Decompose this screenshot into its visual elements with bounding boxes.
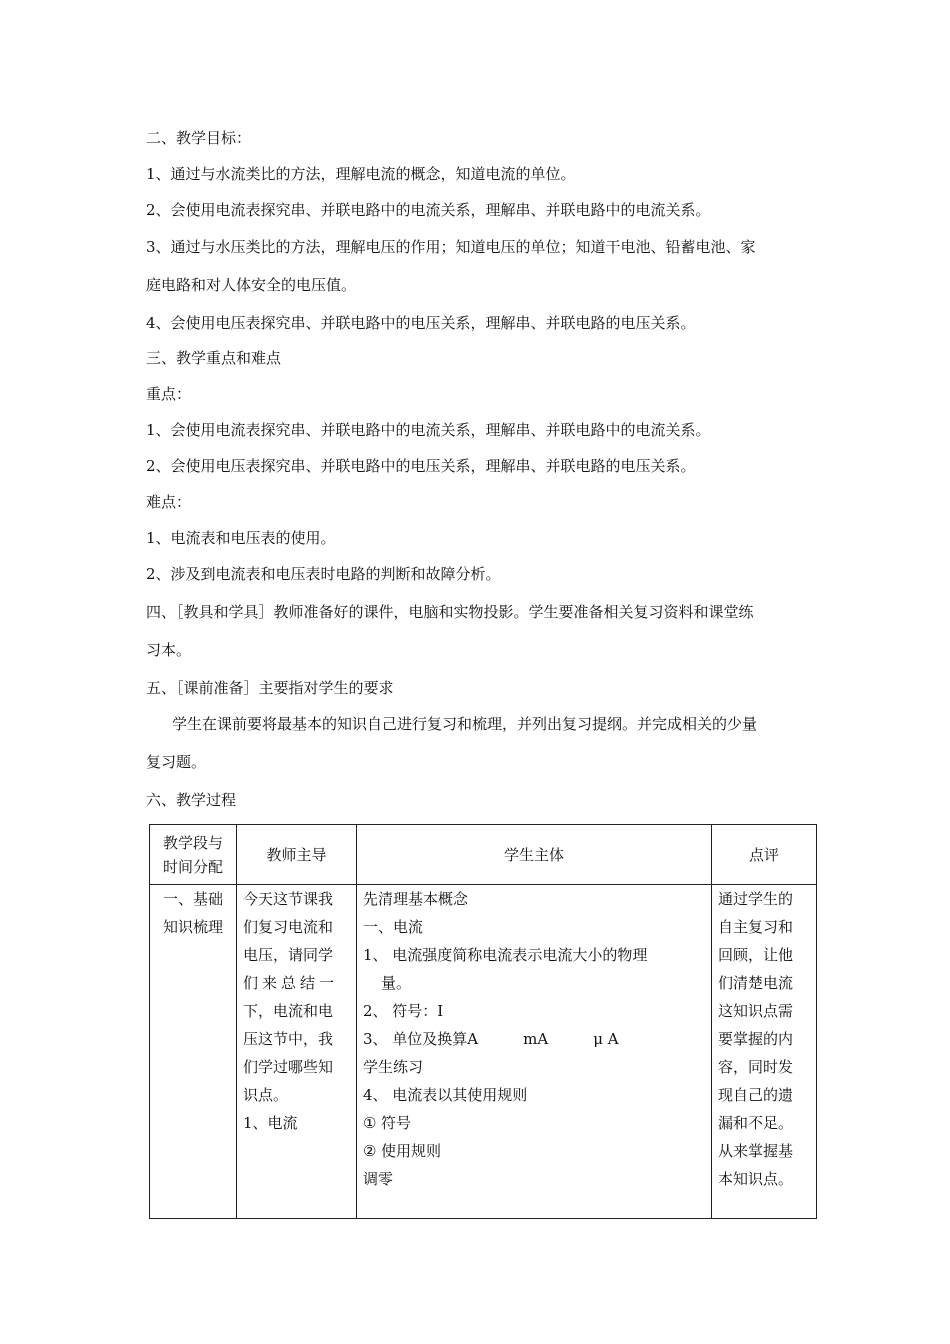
comment-line: 现自己的遗 <box>718 1086 794 1104</box>
comment-line: 从来掌握基 <box>718 1142 794 1160</box>
teacher-line: 电压，请同学 <box>243 946 334 964</box>
key-label: 重点： <box>146 385 192 403</box>
header-stage-line2: 时间分配 <box>162 857 223 876</box>
table-row <box>150 885 817 1219</box>
teacher-cell <box>237 885 357 1219</box>
student-item1-cont: 量。 <box>381 974 412 992</box>
student-zero: 调零 <box>363 1170 394 1188</box>
header-teacher: 教师主导 <box>237 825 357 885</box>
stage-line1: 一、基础 <box>162 890 223 908</box>
teacher-line: 识点。 <box>243 1086 289 1104</box>
teacher-line: 今天这节课我 <box>243 890 334 908</box>
difficult-point-2: 2、涉及到电流表和电压表时电路的判断和故障分析。 <box>146 565 501 583</box>
goal-4: 4、会使用电压表探究串、并联电路中的电压关系，理解串、并联电路的电压关系。 <box>146 314 696 332</box>
student-sub1 <box>357 1109 711 1137</box>
student-item2: 2、 符号：I <box>363 1002 444 1020</box>
circled-one-mark: ① <box>363 1114 377 1132</box>
teacher-line: 1、电流 <box>243 1114 298 1132</box>
student-item4: 4、 电流表以其使用规则 <box>363 1086 528 1104</box>
student-sub2-text: 使用规则 <box>381 1142 442 1160</box>
difficult-label: 难点： <box>146 493 192 511</box>
teaching-process-table <box>149 824 817 1219</box>
prep-title: 五、［课前准备］主要指对学生的要求 <box>146 679 394 697</box>
goal-3-cont: 庭电路和对人体安全的电压值。 <box>146 276 357 294</box>
table-header-row <box>150 825 817 885</box>
comment-line: 这知识点需 <box>718 1002 794 1020</box>
header-student: 学生主体 <box>357 825 712 885</box>
key-point-2: 2、会使用电压表探究串、并联电路中的电压关系，理解串、并联电路的电压关系。 <box>146 457 696 475</box>
comment-line: 要掌握的内 <box>718 1030 794 1048</box>
difficult-point-1: 1、电流表和电压表的使用。 <box>146 529 336 547</box>
student-cell <box>357 885 712 1219</box>
process-title: 六、教学过程 <box>146 791 237 809</box>
comment-line: 回顾，让他 <box>718 946 794 964</box>
focus-title: 三、教学重点和难点 <box>146 349 282 367</box>
student-item3: 3、 单位及换算A mA μ A <box>363 1030 619 1048</box>
stage-line2: 知识梳理 <box>162 918 223 936</box>
student-sub2 <box>357 1137 711 1165</box>
header-comment: 点评 <box>712 825 817 885</box>
goal-3: 3、通过与水压类比的方法，理解电压的作用；知道电压的单位；知道干电池、铅蓄电池、家 <box>146 238 756 256</box>
student-practice: 学生练习 <box>363 1058 424 1076</box>
teacher-line: 们复习电流和 <box>243 918 334 936</box>
tools-line-2: 习本。 <box>146 641 192 659</box>
prep-text-2: 复习题。 <box>146 753 207 771</box>
teacher-line: 压这节中，我 <box>243 1030 334 1048</box>
stage-cell <box>150 885 237 1219</box>
goal-1: 1、通过与水流类比的方法，理解电流的概念，知道电流的单位。 <box>146 165 576 183</box>
goals-title: 二、教学目标： <box>146 129 252 147</box>
student-item1: 1、 电流强度简称电流表示电流大小的物理 <box>363 946 648 964</box>
key-point-1: 1、会使用电流表探究串、并联电路中的电流关系，理解串、并联电路中的电流关系。 <box>146 421 711 439</box>
comment-line: 通过学生的 <box>718 890 794 908</box>
teacher-line: 下，电流和电 <box>243 1002 334 1020</box>
tools-line-1: 四、［教具和学具］教师准备好的课件，电脑和实物投影。学生要准备相关复习资料和课堂练 <box>146 603 754 621</box>
comment-line: 自主复习和 <box>718 918 794 936</box>
prep-text-1: 学生在课前要将最基本的知识自己进行复习和梳理，并列出复习提纲。并完成相关的少量 <box>172 715 758 733</box>
student-intro: 先清理基本概念 <box>363 890 469 908</box>
teacher-line: 们来总结一 <box>243 974 339 992</box>
student-sub1-text: 符号 <box>381 1114 412 1132</box>
header-stage <box>150 825 237 885</box>
comment-line: 本知识点。 <box>718 1170 794 1188</box>
teacher-line: 们学过哪些知 <box>243 1058 334 1076</box>
comment-line: 漏和不足。 <box>718 1114 794 1132</box>
header-stage-line1: 教学段与 <box>162 833 223 852</box>
circled-two-mark: ② <box>363 1142 377 1160</box>
comment-cell <box>712 885 817 1219</box>
student-heading: 一、电流 <box>363 918 424 936</box>
comment-line: 们清楚电流 <box>718 974 794 992</box>
comment-line: 容，同时发 <box>718 1058 794 1076</box>
goal-2: 2、会使用电流表探究串、并联电路中的电流关系，理解串、并联电路中的电流关系。 <box>146 201 711 219</box>
